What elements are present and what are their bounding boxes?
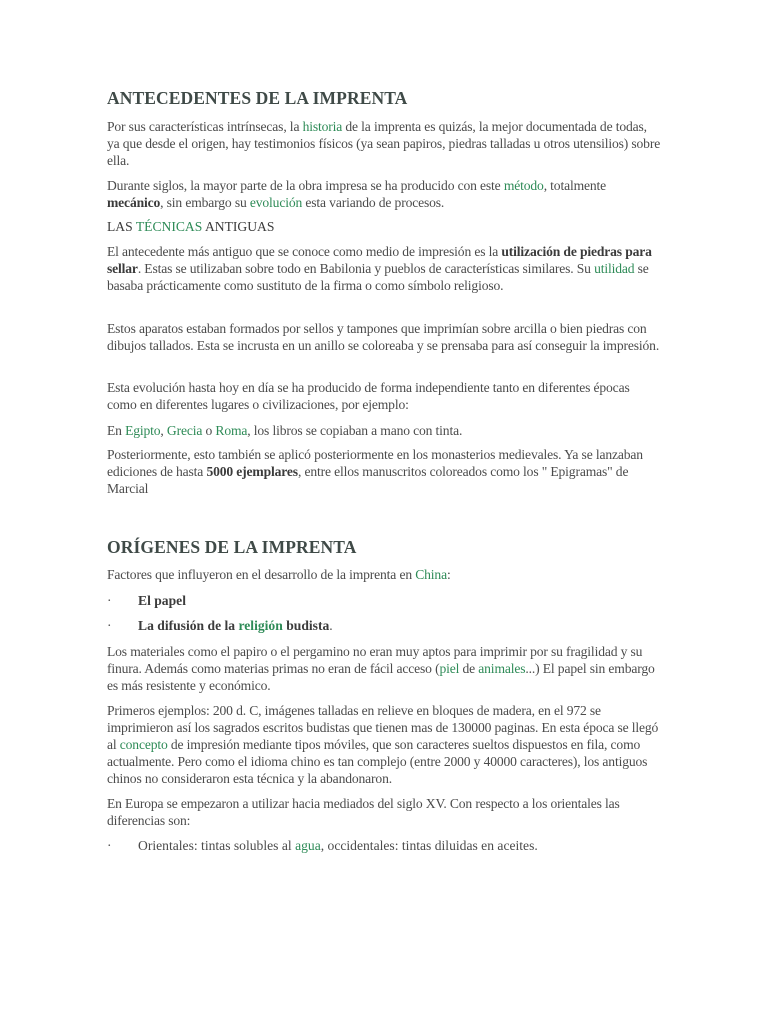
text-span: Factores que influyeron en el desarrollo de la imprenta en [107,567,416,582]
link-piel[interactable]: piel [439,661,460,676]
text-span: , sin embargo su [160,195,250,210]
text-span: de la imprenta es quizás, la mejor documentada de todas, ya que desde el origen, hay testimonios físicos (ya sean papiros, piedras talladas u otros utensilios) sobre ella. [107,119,661,168]
link-china[interactable]: China [415,567,447,582]
link-utilidad[interactable]: utilidad [594,261,635,276]
paragraph-egipto [107,422,662,439]
text-span: El antecedente más antiguo que se conoce como medio de impresión es la [107,244,502,259]
text-span: , los libros se copiaban a mano con tinta. [247,423,463,438]
link-historia[interactable]: historia [302,119,343,134]
section-heading-antecedentes: ANTECEDENTES DE LA IMPRENTA [107,88,408,108]
link-tecnicas[interactable]: TÉCNICAS [135,219,203,234]
text-span: , occidentales: tintas diluidas en aceites. [320,838,538,853]
paragraph-antecedente [107,243,662,294]
bullet-marker: · [107,838,112,853]
text-span: Posteriormente, esto también se aplicó posteriormente en los monasterios medievales. Ya se lanzaban ediciones de hasta [107,447,643,479]
link-religion[interactable]: religión [238,618,283,633]
paragraph-factores [107,566,662,583]
text-span: se basaba prácticamente como sustituto de la firma o como símbolo religioso. [107,261,649,293]
paragraph-siglos [107,177,662,211]
bold-piedras-sellar: utilización de piedras para sellar [107,244,652,276]
link-agua[interactable]: agua [295,838,321,853]
text-span: o [202,423,216,438]
bullet-marker: · [107,618,112,633]
list-item-text: El papel [138,593,186,608]
text-span: . [329,618,333,633]
link-metodo[interactable]: método [503,178,544,193]
text-span: budista [282,618,330,633]
text-span: Durante siglos, la mayor parte de la obra impresa se ha producido con este [107,178,504,193]
text-span: . Estas se utilizaban sobre todo en Babilonia y pueblos de características similares. Su [137,261,595,276]
paragraph-evolucion: Esta evolución hasta hoy en día se ha producido de forma independiente tanto en diferentes épocas como en diferentes lugares o civilizaciones, por ejemplo: [107,380,630,412]
list-item-text [138,837,538,854]
text-span: : [446,567,451,582]
link-evolucion[interactable]: evolución [249,195,303,210]
bold-5000-ejemplares: 5000 ejemplares [206,464,298,479]
text-span: de impresión mediante tipos móviles, que son caracteres sueltos dispuestos en fila, como actualmente. Pero como el idioma chino es tan complejo (entre 2000 y 40000 caracteres), los antiguos chinos no consideraron esta técnica y la abandonaron. [107,737,648,786]
text-span: , totalmente [543,178,607,193]
link-grecia[interactable]: Grecia [166,423,203,438]
bold-mecanico: mecánico [107,195,161,210]
paragraph-europa: En Europa se empezaron a utilizar hacia mediados del siglo XV. Con respecto a los orientales las diferencias son: [107,796,620,828]
text-span: LAS [107,219,136,234]
text-span: , [160,423,167,438]
subheading-tecnicas-antiguas [107,218,274,235]
paragraph-aparatos: Estos aparatos estaban formados por sellos y tampones que imprimían sobre arcilla o bien piedras con dibujos tallados. Esta se incrusta en un anillo se coloreaba y se prensaba para así conseguir la impresión. [107,321,660,353]
link-egipto[interactable]: Egipto [125,423,161,438]
text-span: esta variando de procesos. [302,195,445,210]
link-animales[interactable]: animales [478,661,526,676]
paragraph-intro [107,118,662,169]
link-concepto[interactable]: concepto [119,737,168,752]
text-span: Primeros ejemplos: 200 d. C, imágenes talladas en relieve en bloques de madera, en el 972 se imprimieron así los sagrados escritos budistas que tienen mas de 130000 paginas. En esta época se llegó al [107,703,659,752]
text-span: Orientales: tintas solubles al [138,838,296,853]
text-span: de [459,661,479,676]
paragraph-primeros-ejemplos [107,702,662,787]
link-roma[interactable]: Roma [215,423,248,438]
list-item-text [138,617,333,634]
bullet-marker: · [107,593,112,608]
text-span: Los materiales como el papiro o el pergamino no eran muy aptos para imprimir por su fragilidad y su finura. Además como materias primas no eran de fácil acceso ( [107,644,643,676]
text-span: , entre ellos manuscritos coloreados como los " Epigramas" de Marcial [107,464,629,496]
text-span: ANTIGUAS [202,219,275,234]
paragraph-materiales [107,643,662,694]
paragraph-monasterios [107,446,662,497]
text-span: La difusión de la [138,618,239,633]
text-span: Por sus características intrínsecas, la [107,119,303,134]
section-heading-origenes: ORÍGENES DE LA IMPRENTA [107,537,357,557]
text-span: ...) El papel sin embargo es más resistente y económico. [107,661,655,693]
text-span: En [107,423,126,438]
